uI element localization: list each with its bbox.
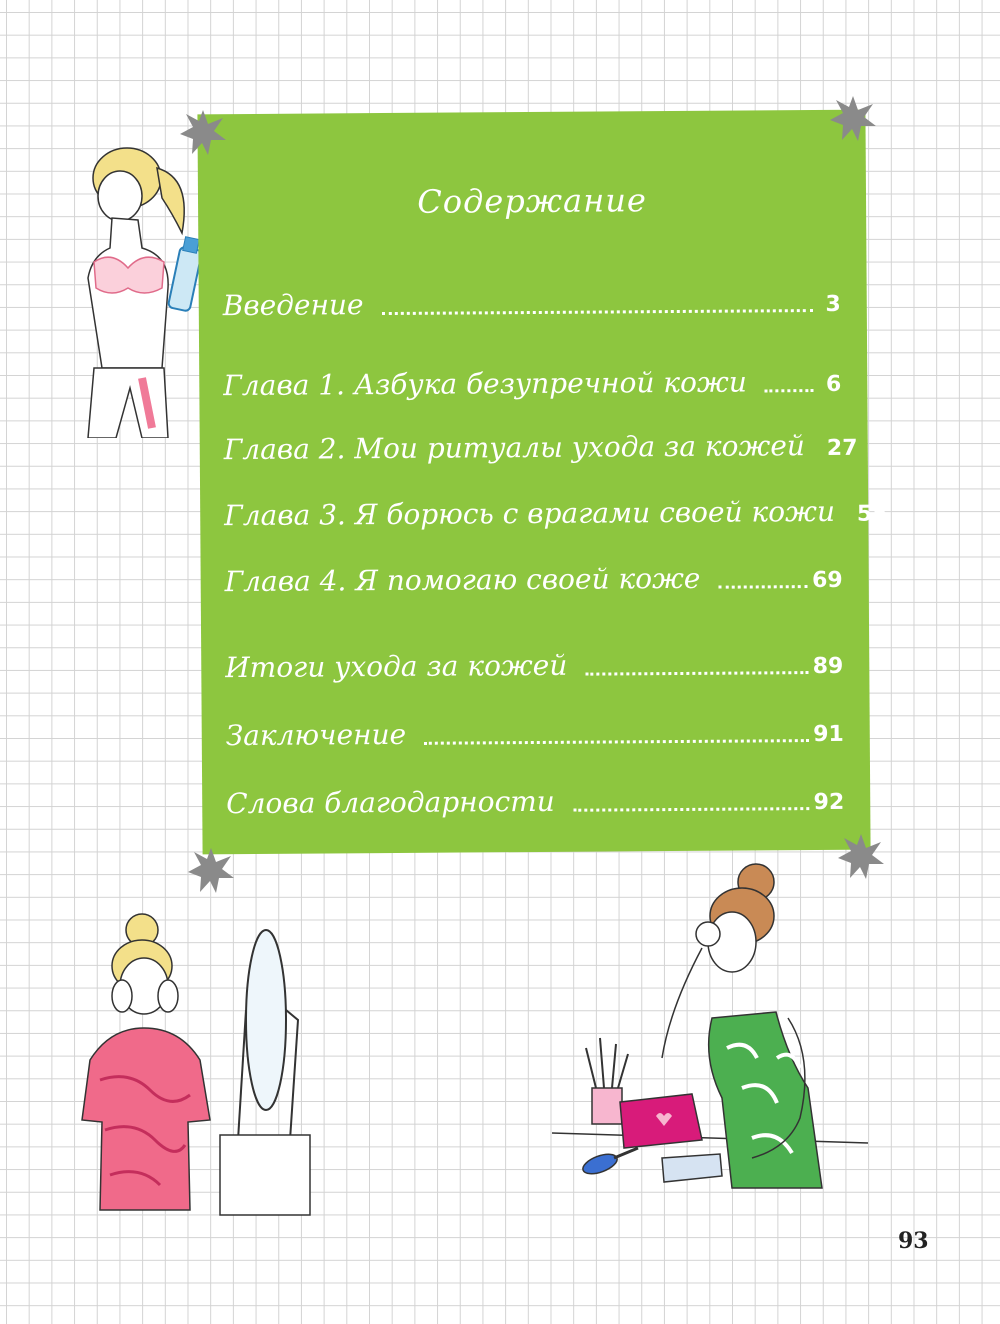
toc-entry-label: Глава 4. Я помогаю своей коже <box>224 561 701 599</box>
toc-entry-page: 69 <box>811 567 843 594</box>
toc-entry[interactable] <box>223 429 858 467</box>
toc-leader-dots <box>585 671 808 676</box>
toc-entry-label: Введение <box>222 288 364 323</box>
toc-entry[interactable] <box>223 365 842 403</box>
toc-entry-label: Заключение <box>225 717 407 753</box>
toc-entry[interactable] <box>224 561 843 599</box>
page-number: 93 <box>898 1228 929 1254</box>
star-ornament-icon <box>828 94 878 144</box>
toc-entry-label: Глава 2. Мои ритуалы ухода за кожей <box>223 429 805 467</box>
star-ornament-icon <box>178 108 228 158</box>
toc-leader-dots <box>382 309 813 315</box>
toc-entry-page: 6 <box>825 371 842 397</box>
toc-leader-dots <box>718 585 808 589</box>
toc-entry-label: Итоги ухода за кожей <box>225 648 568 685</box>
girl-at-mirror-illustration <box>80 910 320 1220</box>
toc-entry-page: 27 <box>826 435 858 461</box>
toc-leader-dots <box>765 389 814 392</box>
toc-leader-dots <box>573 807 810 812</box>
toc-entry[interactable] <box>222 288 841 323</box>
toc-entry-label: Глава 1. Азбука безупречной кожи <box>223 365 747 403</box>
toc-entry[interactable] <box>224 494 888 533</box>
toc-leader-dots <box>424 739 809 745</box>
toc-entry-page: 3 <box>825 291 841 317</box>
contents-title: Содержание <box>417 181 647 221</box>
girl-with-lotion-illustration <box>72 138 212 438</box>
toc-entry-label: Глава 3. Я борюсь с врагами своей кожи <box>224 494 836 533</box>
toc-entry-page: 92 <box>813 789 845 816</box>
star-ornament-icon <box>186 846 236 896</box>
toc-entry[interactable] <box>226 784 845 821</box>
toc-entry-page: 89 <box>812 653 844 680</box>
contents-panel <box>197 110 888 855</box>
toc-entry[interactable] <box>225 648 844 685</box>
woman-removing-makeup-illustration <box>552 858 868 1198</box>
toc-entry-label: Слова благодарности <box>226 784 555 821</box>
toc-entry-page: 91 <box>813 721 844 748</box>
toc-entry-page: 55 <box>856 501 888 527</box>
toc-entry[interactable] <box>225 717 844 753</box>
